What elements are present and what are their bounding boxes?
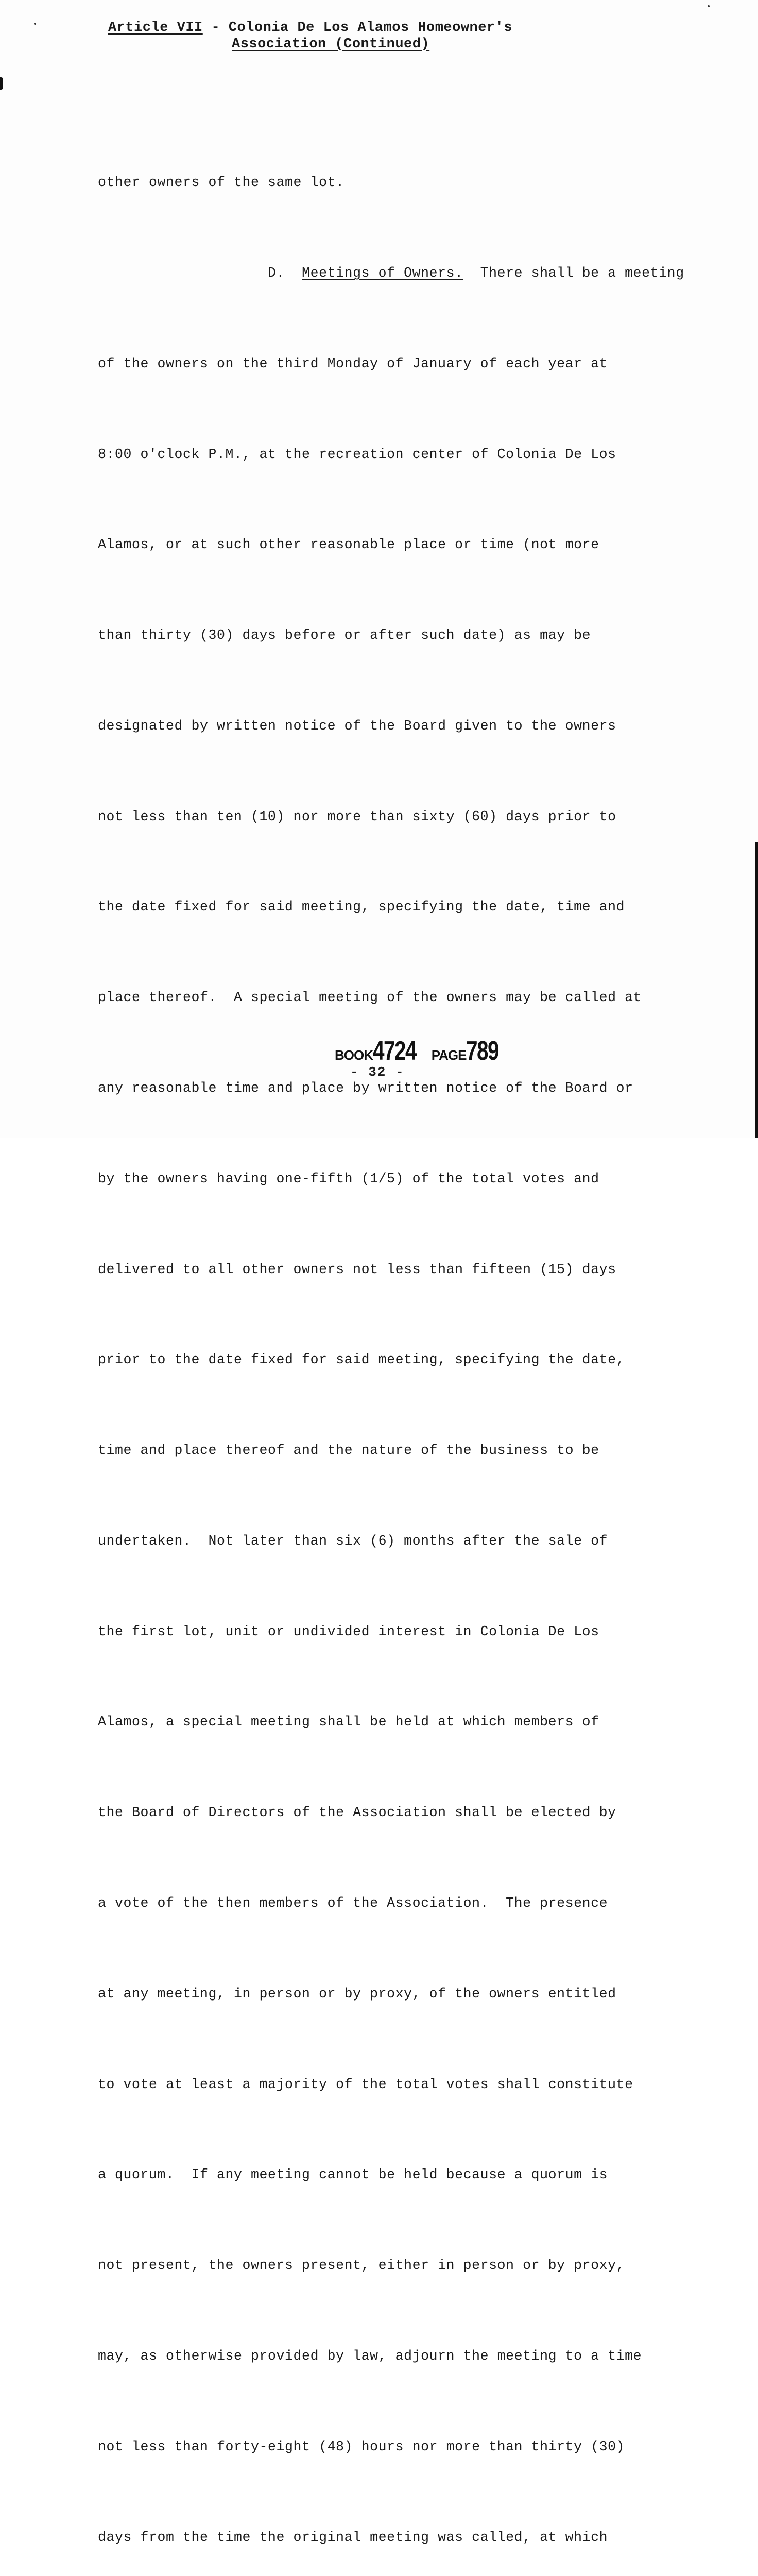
text-line: prior to the date fixed for said meeting, specifying the date, xyxy=(98,1352,625,1368)
text-line: place thereof. A special meeting of the owners may be called at xyxy=(98,990,642,1006)
text-line: other owners of the same lot. xyxy=(98,175,344,191)
section-prefix: D. xyxy=(98,265,302,281)
article-title-line1: - Colonia De Los Alamos Homeowner's xyxy=(211,20,513,36)
text-line: to vote at least a majority of the total votes shall constitute xyxy=(98,2076,633,2092)
text-line: a quorum. If any meeting cannot be held because a quorum is xyxy=(98,2167,608,2183)
page-label: PAGE xyxy=(431,1047,467,1063)
text-line: of the owners on the third Monday of January of each year at xyxy=(98,355,608,371)
text-line: days from the time the original meeting was called, at which xyxy=(98,2529,608,2545)
text-line: at any meeting, in person or by proxy, of the owners entitled xyxy=(98,1986,616,2002)
page-number: - 32 - xyxy=(350,1064,405,1080)
text-line: designated by written notice of the Board given to the owners xyxy=(98,718,616,734)
text-line: not present, the owners present, either in person or by proxy, xyxy=(98,2258,625,2274)
text-line: undertaken. Not later than six (6) months after the sale of xyxy=(98,1533,608,1549)
page-number-stamp: 789 xyxy=(466,1036,499,1066)
text-line: delivered to all other owners not less than fifteen (15) days xyxy=(98,1261,616,1277)
scan-speck xyxy=(34,23,36,25)
section-text: There shall be a meeting xyxy=(463,265,684,281)
article-title-line2: Association (Continued) xyxy=(232,37,430,52)
text-line: any reasonable time and place by written notice of the Board or xyxy=(98,1080,633,1096)
text-line: not less than forty-eight (48) hours nor more than thirty (30) xyxy=(98,2438,625,2454)
body-text xyxy=(98,107,690,2576)
text-line: a vote of the then members of the Association. The presence xyxy=(98,1895,608,1911)
article-header xyxy=(108,20,522,53)
section-heading: Meetings of Owners. xyxy=(302,265,463,281)
scan-speck xyxy=(708,5,710,7)
recording-stamp xyxy=(335,1036,508,1066)
article-label: Article VII xyxy=(108,20,203,36)
text-line-with-heading xyxy=(98,258,690,289)
text-line: the date fixed for said meeting, specifying the date, time and xyxy=(98,899,625,915)
text-line: 8:00 o'clock P.M., at the recreation center of Colonia De Los xyxy=(98,446,616,462)
text-line: may, as otherwise provided by law, adjourn the meeting to a time xyxy=(98,2348,642,2364)
scan-edge-mark xyxy=(0,77,3,90)
text-line: than thirty (30) days before or after such date) as may be xyxy=(98,628,591,643)
text-line: Alamos, or at such other reasonable place or time (not more xyxy=(98,537,599,553)
scan-edge-mark xyxy=(755,842,758,1138)
book-label: BOOK xyxy=(335,1047,373,1063)
text-line: by the owners having one-fifth (1/5) of the total votes and xyxy=(98,1171,599,1187)
text-line: the Board of Directors of the Association shall be elected by xyxy=(98,1805,616,1821)
book-number: 4724 xyxy=(373,1036,416,1066)
text-line: Alamos, a special meeting shall be held at which members of xyxy=(98,1714,599,1730)
text-line: not less than ten (10) nor more than sixty (60) days prior to xyxy=(98,808,616,824)
text-line: time and place thereof and the nature of the business to be xyxy=(98,1443,599,1459)
text-line: the first lot, unit or undivided interest in Colonia De Los xyxy=(98,1623,599,1639)
